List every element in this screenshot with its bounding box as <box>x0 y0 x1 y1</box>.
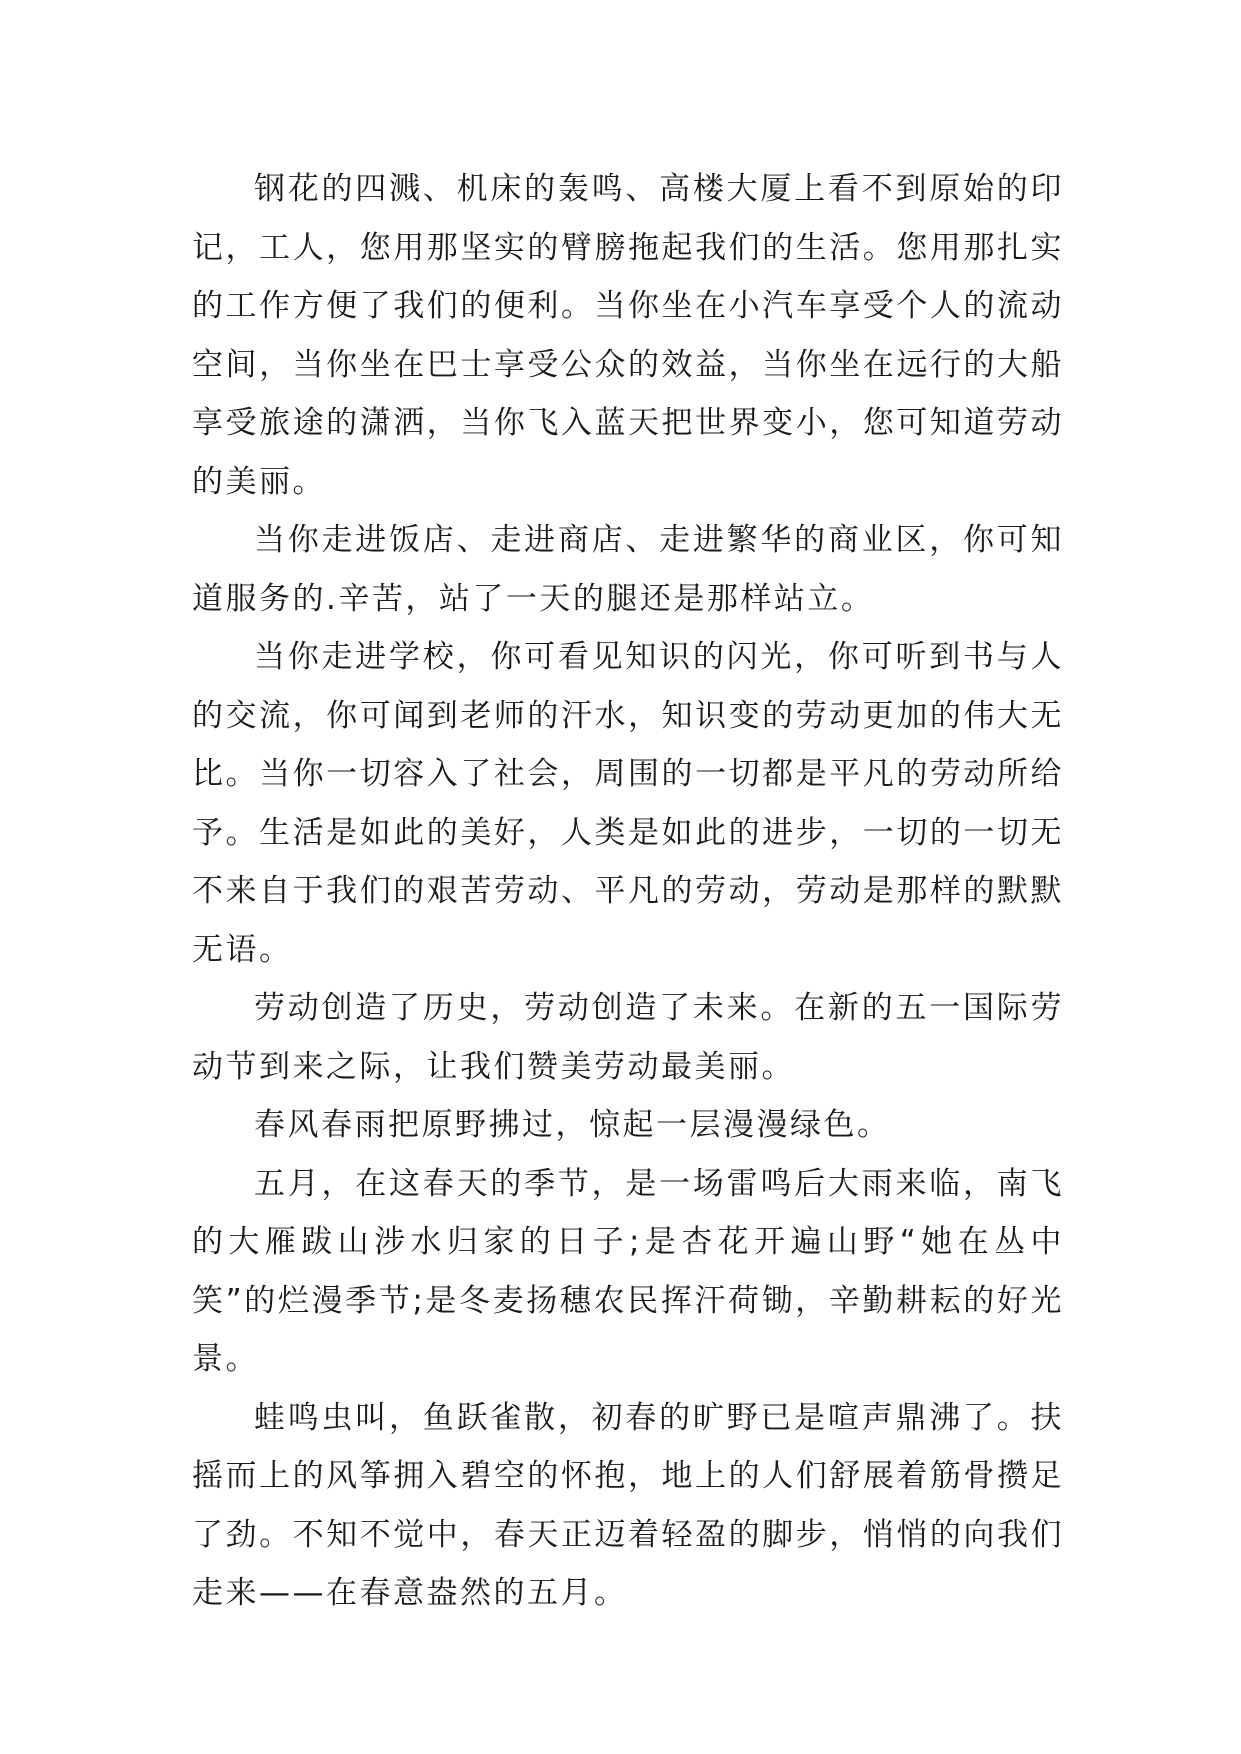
paragraph-5: 春风春雨把原野拂过，惊起一层漫漫绿色。 <box>254 1107 891 1143</box>
paragraph-4: 劳动创造了历史，劳动创造了未来。在新的五一国际劳动节到来之际，让我们赞美劳动最美丽。 <box>192 990 1064 1085</box>
paragraph-1: 钢花的四溅、机床的轰鸣、高楼大厦上看不到原始的印记，工人，您用那坚实的臂膀拖起我们的生活。您用那扎实的工作方便了我们的便利。当你坐在小汽车享受个人的流动空间，当你坐在巴士享受公众的效益，当你坐在远行的大船享受旅途的潇洒，当你飞入蓝天把世界变小，您可知道劳动的美丽。 <box>192 171 1064 500</box>
paragraph-6: 五月，在这春天的季节，是一场雷鸣后大雨来临，南飞的大雁跋山涉水归家的日子;是杏花开遍山野“她在丛中笑”的烂漫季节;是冬麦扬穗农民挥汗荷锄，辛勤耕耘的好光景。 <box>192 1165 1064 1377</box>
document-body <box>192 160 1064 1623</box>
paragraph-7: 蛙鸣虫叫，鱼跃雀散，初春的旷野已是喧声鼎沸了。扶摇而上的风筝拥入碧空的怀抱，地上的人们舒展着筋骨攒足了劲。不知不觉中，春天正迈着轻盈的脚步，悄悄的向我们走来——在春意盎然的五月。 <box>192 1399 1064 1611</box>
paragraph-3: 当你走进学校，你可看见知识的闪光，你可听到书与人的交流，你可闻到老师的汗水，知识变的劳动更加的伟大无比。当你一切容入了社会，周围的一切都是平凡的劳动所给予。生活是如此的美好，人类是如此的进步，一切的一切无不来自于我们的艰苦劳动、平凡的劳动，劳动是那样的默默无语。 <box>192 639 1064 968</box>
paragraph-2: 当你走进饭店、走进商店、走进繁华的商业区，你可知道服务的.辛苦，站了一天的腿还是那样站立。 <box>192 522 1064 617</box>
